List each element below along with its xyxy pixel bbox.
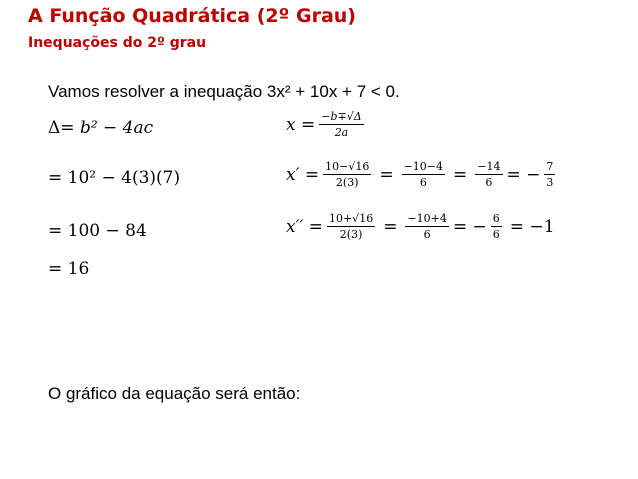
bhaskara-formula (286, 110, 368, 139)
x2-f3-num: 6 (492, 212, 500, 225)
x1-f4-num: 7 (546, 160, 554, 173)
x1-fraction-3 (475, 160, 502, 189)
x1-negative-equals: = − (506, 164, 541, 185)
formula-fraction (319, 110, 363, 139)
x1-f3-den: 6 (485, 176, 493, 189)
x2-f1-den: 2(3) (339, 228, 363, 241)
x1-fraction-1 (323, 160, 371, 189)
formula-denominator: 2a (334, 126, 349, 139)
page-subtitle: Inequações do 2º grau (28, 35, 207, 51)
x2-negative-equals: = − (452, 216, 487, 237)
equals-sign: = (379, 164, 394, 185)
x2-f1-num: 10+√16 (328, 212, 374, 225)
x1-f2-den: 6 (419, 176, 427, 189)
delta-step-3: = 100 − 84 (48, 221, 147, 241)
x1-lhs: x′ = (286, 164, 320, 185)
delta-expression: b² − 4ac (79, 118, 154, 138)
x2-fraction-1 (327, 212, 375, 241)
x1-f1-num: 10−√16 (325, 160, 370, 173)
delta-label: Δ= (48, 118, 75, 138)
x2-fraction-2 (405, 212, 448, 241)
x1-f1-den: 2(3) (335, 176, 359, 189)
x2-result: = −1 (509, 216, 555, 237)
x2-f2-den: 6 (423, 228, 431, 241)
x1-f4-den: 3 (546, 176, 554, 189)
x2-lhs: x′′ = (286, 216, 323, 237)
formula-numerator: −b∓√Δ (321, 110, 362, 123)
x1-fraction-2 (402, 160, 445, 189)
delta-step-4: = 16 (48, 259, 90, 279)
delta-step-1 (48, 118, 153, 138)
x2-fraction-3 (491, 212, 502, 241)
equals-sign: = (383, 216, 398, 237)
x1-f2-num: −10−4 (403, 160, 444, 173)
equals-sign: = (453, 164, 468, 185)
root-x1-row (286, 160, 559, 189)
x1-fraction-4 (544, 160, 555, 189)
x2-f2-num: −10+4 (407, 212, 447, 225)
delta-step-2: = 10² − 4(3)(7) (48, 168, 181, 188)
formula-lhs: x = (286, 114, 316, 135)
page-title: A Função Quadrática (2º Grau) (28, 5, 356, 27)
x1-f3-num: −14 (477, 160, 501, 173)
x2-f3-den: 6 (492, 228, 500, 241)
root-x2-row (286, 212, 559, 241)
intro-text: Vamos resolver a inequação 3x² + 10x + 7 < 0. (48, 82, 400, 101)
graph-caption: O gráfico da equação será então: (48, 384, 301, 403)
